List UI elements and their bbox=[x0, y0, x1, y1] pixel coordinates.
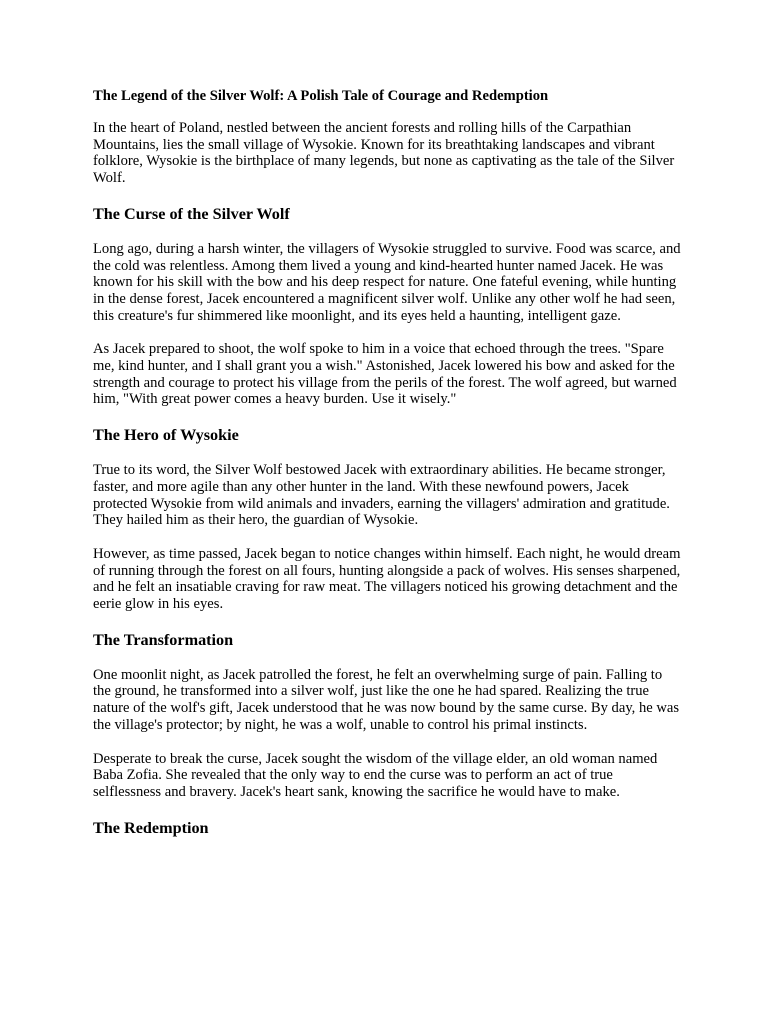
section-curse bbox=[93, 204, 683, 408]
intro-paragraph: In the heart of Poland, nestled between the ancient forests and rolling hills of the Carpathian Mountains, lies the small village of Wysokie. Known for its breathtaking landscapes and vibrant folklore, Wysokie is the birthplace of many legends, but none as captivating as the tale of the Silver Wolf. bbox=[93, 120, 675, 187]
section-hero bbox=[93, 425, 683, 613]
paragraph: Long ago, during a harsh winter, the villagers of Wysokie struggled to survive. Food was scarce, and the cold was relentless. Among them lived a young and kind-hearted hunter named Jacek. He was known for his skill with the bow and his deep respect for nature. One fateful evening, while hunting in the dense forest, Jacek encountered a magnificent silver wolf. Unlike any other wolf he had seen, this creature's fur shimmered like moonlight, and its eyes held a haunting, intelligent gaze. bbox=[93, 240, 681, 324]
section-heading: The Transformation bbox=[93, 630, 234, 649]
document-title: The Legend of the Silver Wolf: A Polish Tale of Courage and Redemption bbox=[93, 88, 549, 104]
paragraph: As Jacek prepared to shoot, the wolf spoke to him in a voice that echoed through the trees. "Spare me, kind hunter, and I shall grant you a wish." Astonished, Jacek lowered his bow and asked for the strength and courage to protect his village from the perils of the forest. The wolf agreed, but warned him, "With great power comes a heavy burden. Use it wisely." bbox=[93, 341, 677, 408]
section-redemption bbox=[93, 818, 683, 838]
paragraph: However, as time passed, Jacek began to notice changes within himself. Each night, he would dream of running through the forest on all fours, hunting alongside a pack of wolves. His senses sharpened, and he felt an insatiable craving for raw meat. The villagers noticed his growing detachment and the eerie glow in his eyes. bbox=[93, 545, 681, 613]
document-page bbox=[93, 86, 683, 855]
paragraph: Desperate to break the curse, Jacek sought the wisdom of the village elder, an old woman named Baba Zofia. She revealed that the only way to end the curse was to perform an act of true selflessness and bravery. Jacek's heart sank, knowing the sacrifice he would have to make. bbox=[93, 750, 658, 800]
paragraph: One moonlit night, as Jacek patrolled the forest, he felt an overwhelming surge of pain. Falling to the ground, he transformed into a silver wolf, just like the one he had spared. Realizing the true nature of the wolf's gift, Jacek understood that he was now bound by the same curse. By day, he was the village's protector; by night, he was a wolf, unable to control his primal instincts. bbox=[93, 666, 680, 733]
section-transformation bbox=[93, 630, 683, 801]
section-heading: The Hero of Wysokie bbox=[93, 426, 239, 445]
paragraph: True to its word, the Silver Wolf bestowed Jacek with extraordinary abilities. He became stronger, faster, and more agile than any other hunter in the land. With these newfound powers, Jacek protected Wysokie from wild animals and invaders, earning the villagers' admiration and gratitude. They hailed him as their hero, the guardian of Wysokie. bbox=[93, 462, 670, 529]
section-heading: The Redemption bbox=[93, 818, 209, 837]
section-heading: The Curse of the Silver Wolf bbox=[93, 204, 290, 223]
